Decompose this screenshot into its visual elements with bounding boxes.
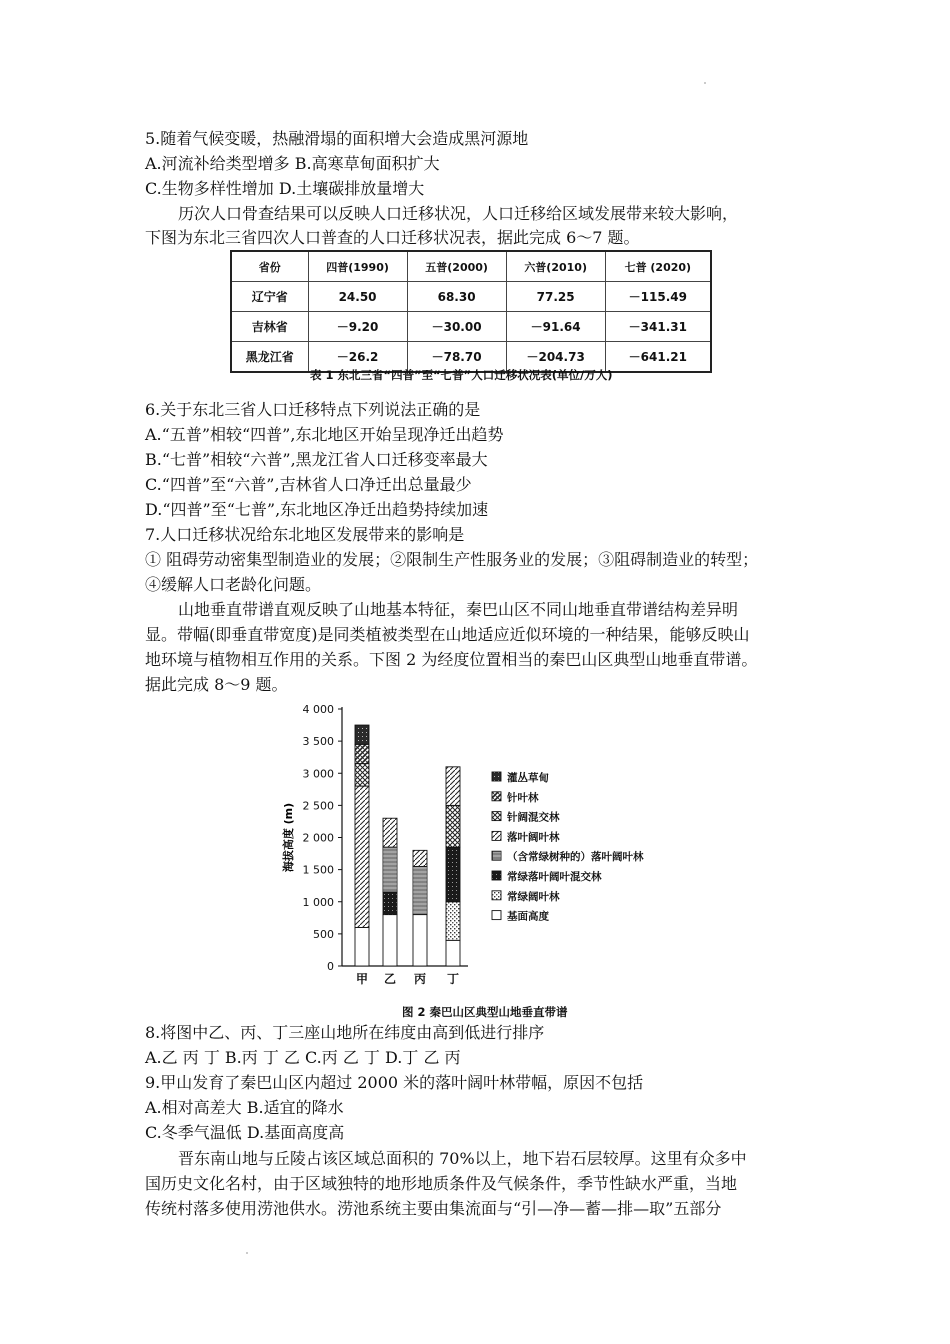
bar-segment <box>383 892 397 914</box>
legend-swatch <box>492 891 501 900</box>
q8-stem: 8.将图中乙、丙、丁三座山地所在纬度由高到低进行排序 <box>145 1023 545 1042</box>
legend-swatch <box>492 911 501 920</box>
q6-option-c: C.“四普”至“六普”,吉林省人口净迁出总量最少 <box>145 475 472 494</box>
bar-segment <box>446 767 460 806</box>
y-axis-label: 海拔高度 (m) <box>282 802 295 873</box>
table-row <box>231 312 711 342</box>
jin-intro-line: 传统村落多使用涝池供水。涝池系统主要由集流面与“引—净—蓄—排—取”五部分 <box>145 1199 722 1218</box>
bar-segment <box>355 744 369 763</box>
y-tick-label: 0 <box>327 960 334 973</box>
legend-label: 常绿落叶阔叶混交林 <box>507 871 602 883</box>
table-header-row <box>231 251 711 282</box>
q5-options-ab: A.河流补给类型增多 B.高寒草甸面积扩大 <box>145 154 440 173</box>
table-header: 五普(2000) <box>407 251 506 282</box>
table-header: 省份 <box>231 251 308 282</box>
table-cell: －30.00 <box>407 312 506 342</box>
figure-caption: 图 2 秦巴山区典型山地垂直带谱 <box>402 1005 568 1019</box>
table-cell: －78.70 <box>407 342 506 373</box>
table-cell: －341.31 <box>605 312 711 342</box>
legend-swatch <box>492 792 501 801</box>
x-category-label: 丁 <box>446 972 460 986</box>
legend-swatch <box>492 831 501 840</box>
bar-segment <box>413 915 427 966</box>
bar-segment <box>446 847 460 902</box>
legend-swatch <box>492 812 501 821</box>
table-cell: 24.50 <box>308 282 407 312</box>
bar-segment <box>355 725 369 744</box>
table-cell: －9.20 <box>308 312 407 342</box>
x-category-label: 甲 <box>355 972 369 986</box>
y-tick-label: 500 <box>313 927 334 941</box>
table-cell: －91.64 <box>506 312 605 342</box>
table-cell: －641.21 <box>605 342 711 373</box>
bar-segment <box>355 764 369 786</box>
legend-swatch <box>492 772 501 781</box>
mountain-intro-line: 显。带幅(即垂直带宽度)是同类植被类型在山地适应近似环境的一种结果，能够反映山 <box>145 625 750 644</box>
population-intro-line: 历次人口骨查结果可以反映人口迁移状况，人口迁移给区域发展带来较大影响， <box>178 204 739 223</box>
q7-options-line: ④缓解人口老龄化问题。 <box>145 575 322 594</box>
vertical-zone-chart <box>270 700 690 1000</box>
y-tick-label: 4 000 <box>302 703 334 716</box>
bar-segment <box>355 927 369 966</box>
table-cell: 辽宁省 <box>231 282 308 312</box>
legend-label: 灌丛草甸 <box>507 772 549 784</box>
legend-label: 基面高度 <box>507 910 549 923</box>
mountain-intro-line: 地环境与植物相互作用的关系。下图 2 为经度位置相当的秦巴山区典型山地垂直带谱。 <box>145 650 758 669</box>
table-cell: 77.25 <box>506 282 605 312</box>
table-header: 四普(1990) <box>308 251 407 282</box>
mountain-intro-line: 山地垂直带谱直观反映了山地基本特征，秦巴山区不同山地垂直带谱结构差异明 <box>178 600 739 619</box>
table-row <box>231 282 711 312</box>
table-cell: 吉林省 <box>231 312 308 342</box>
q9-options-cd: C.冬季气温低 D.基面高度高 <box>145 1123 345 1142</box>
q5-options-cd: C.生物多样性增加 D.土壤碳排放量增大 <box>145 179 425 198</box>
table-cell: －204.73 <box>506 342 605 373</box>
legend-label: 常绿阔叶林 <box>507 890 560 903</box>
bar-segment <box>446 940 460 966</box>
q6-option-b: B.“七普”相较“六普”,黑龙江省人口迁移变率最大 <box>145 450 488 469</box>
bar-segment <box>383 818 397 847</box>
legend-swatch <box>492 851 501 860</box>
q9-options-ab: A.相对高差大 B.适宜的降水 <box>145 1098 344 1117</box>
y-tick-label: 2 000 <box>302 831 334 845</box>
table-caption: 表 1 东北三省“四普”至“七普”人口迁移状况表(单位/万人) <box>310 368 613 382</box>
q6-option-d: D.“四普”至“七普”,东北地区净迁出趋势持续加速 <box>145 500 489 519</box>
q5-stem: 5.随着气候变暖，热融滑塌的面积增大会造成黑河源地 <box>145 129 529 148</box>
q9-stem: 9.甲山发育了秦巴山区内超过 2000 米的落叶阔叶林带幅，原因不包括 <box>145 1073 644 1092</box>
jin-intro-line: 国历史文化名村，由于区域独特的地形地质条件及气候条件，季节性缺水严重，当地 <box>145 1174 738 1193</box>
legend-label: 针叶林 <box>507 791 539 804</box>
jin-intro-line: 晋东南山地与丘陵占该区域总面积的 70%以上，地下岩石层较厚。这里有众多中 <box>178 1149 747 1168</box>
x-category-label: 乙 <box>383 972 397 986</box>
x-category-label: 丙 <box>413 972 427 986</box>
bar-segment <box>446 902 460 941</box>
bar-segment <box>355 786 369 927</box>
mountain-intro-line: 据此完成 8～9 题。 <box>145 675 288 694</box>
bar-segment <box>413 866 427 914</box>
bar-segment <box>446 805 460 847</box>
legend-label: （含常绿树种的）落叶阔叶林 <box>507 851 644 864</box>
q7-stem: 7.人口迁移状况给东北地区发展带来的影响是 <box>145 525 465 544</box>
bar-segment <box>383 847 397 892</box>
y-tick-label: 3 500 <box>302 735 334 749</box>
bar-segment <box>413 850 427 866</box>
q7-options-line: ① 阻碍劳动密集型制造业的发展；②限制生产性服务业的发展；③阻碍制造业的转型； <box>145 550 759 569</box>
table-cell: 68.30 <box>407 282 506 312</box>
table-cell: －26.2 <box>308 342 407 373</box>
legend-label: 落叶阔叶林 <box>507 831 560 844</box>
scan-speck <box>704 82 706 84</box>
table-header: 六普(2010) <box>506 251 605 282</box>
legend-label: 针阔混交林 <box>507 811 560 824</box>
table-cell: 黑龙江省 <box>231 342 308 373</box>
legend-swatch <box>492 871 501 880</box>
table-cell: －115.49 <box>605 282 711 312</box>
bar-segment <box>383 915 397 966</box>
population-intro-line: 下图为东北三省四次人口普查的人口迁移状况表，据此完成 6～7 题。 <box>145 228 640 247</box>
q6-option-a: A.“五普”相较“四普”,东北地区开始呈现净迁出趋势 <box>145 425 504 444</box>
population-table <box>230 250 712 373</box>
y-tick-label: 1 000 <box>302 895 334 909</box>
q8-options: A.乙 丙 丁 B.丙 丁 乙 C.丙 乙 丁 D.丁 乙 丙 <box>145 1048 461 1067</box>
y-tick-label: 1 500 <box>302 863 334 877</box>
y-tick-label: 3 000 <box>302 767 334 781</box>
scan-speck <box>246 1252 248 1254</box>
y-tick-label: 2 500 <box>302 799 334 813</box>
q6-stem: 6.关于东北三省人口迁移特点下列说法正确的是 <box>145 400 481 419</box>
table-header: 七普 (2020) <box>605 251 711 282</box>
